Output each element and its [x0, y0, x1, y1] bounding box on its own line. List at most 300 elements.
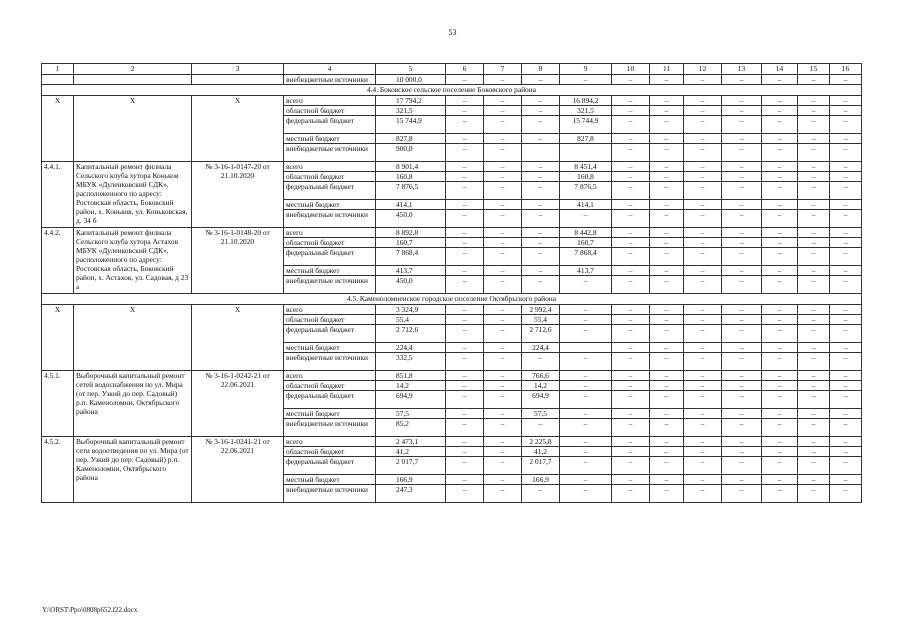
value-col-5: 57,5 [376, 409, 446, 419]
value-col-6: – [446, 162, 484, 172]
value-col-16: – [830, 447, 862, 457]
value-col-9: – [560, 371, 612, 381]
value-col-7: – [484, 391, 522, 409]
value-col-7: – [484, 276, 522, 294]
item-name: Выборочный капитальный ремонт сети водоотведения по ул. Мира (от пер. Узкий до пер. Садовый) р.п. Каменоломни, Октябрьского района [74, 437, 192, 503]
value-col-5: 7 876,5 [376, 182, 446, 200]
value-col-14: – [762, 305, 798, 315]
value-col-8: 694,9 [522, 391, 560, 409]
value-col-7: – [484, 134, 522, 144]
value-col-8: 14,2 [522, 381, 560, 391]
value-col-7: – [484, 200, 522, 210]
value-col-8: 766,6 [522, 371, 560, 381]
total-x-col-2: Х [74, 96, 192, 162]
value-col-5: 694,9 [376, 391, 446, 409]
value-col-15: – [798, 75, 830, 85]
value-col-5: 15 744,9 [376, 116, 446, 134]
row-label: всего [284, 228, 376, 238]
item-name: Капитальный ремонт филиала Сельского клуба хутора Астахов МБУК «Дуленковский СДК», расположенного по адресу: Ростовская область, Боковский район, х. Астахов, ул. Садовая, д 23 а [74, 228, 192, 294]
value-col-12: – [684, 381, 722, 391]
value-col-15: – [798, 343, 830, 353]
row-label: всего [284, 305, 376, 315]
section-title: 4.4. Боковское сельское поселение Боковского района [42, 85, 862, 96]
column-number-16: 16 [830, 64, 862, 75]
value-col-6: – [446, 238, 484, 248]
value-col-6: – [446, 457, 484, 475]
value-col-11: – [650, 353, 684, 371]
value-col-10: – [612, 343, 650, 353]
item-number: 4.4.2. [42, 228, 74, 294]
column-number-2: 2 [74, 64, 192, 75]
value-col-15: – [798, 325, 830, 343]
value-col-8: – [522, 266, 560, 276]
value-col-5: 851,8 [376, 371, 446, 381]
value-col-8: – [522, 276, 560, 294]
value-col-7: – [484, 475, 522, 485]
section-title: 4.5. Каменоломненское городское поселение Октябрьского района [42, 294, 862, 305]
value-col-16: – [830, 409, 862, 419]
value-col-16: – [830, 162, 862, 172]
value-col-6: – [446, 144, 484, 162]
value-col-6: – [446, 182, 484, 200]
row-label: федеральный бюджет [284, 457, 376, 475]
value-col-6: – [446, 419, 484, 437]
value-col-16: – [830, 381, 862, 391]
value-col-9: – [560, 447, 612, 457]
value-col-12: – [684, 391, 722, 409]
value-col-5: 414,1 [376, 200, 446, 210]
value-col-15: – [798, 419, 830, 437]
value-col-13: – [722, 210, 762, 228]
row-label: внебюджетные источники [284, 419, 376, 437]
value-col-8: – [522, 162, 560, 172]
value-col-15: – [798, 210, 830, 228]
value-col-9: 15 744,9 [560, 116, 612, 134]
value-col-7: – [484, 325, 522, 343]
value-col-11: – [650, 106, 684, 116]
value-col-10: – [612, 447, 650, 457]
value-col-16: – [830, 200, 862, 210]
value-col-16: – [830, 182, 862, 200]
value-col-10: – [612, 457, 650, 475]
value-col-16: – [830, 210, 862, 228]
row-label: всего [284, 162, 376, 172]
value-col-13: – [722, 75, 762, 85]
value-col-8: 166,9 [522, 475, 560, 485]
value-col-11: – [650, 391, 684, 409]
value-col-13: – [722, 475, 762, 485]
value-col-8: – [522, 172, 560, 182]
value-col-11: – [650, 475, 684, 485]
value-col-7: – [484, 162, 522, 172]
value-col-15: – [798, 144, 830, 162]
value-col-10: – [612, 134, 650, 144]
value-col-10: – [612, 409, 650, 419]
value-col-16: – [830, 419, 862, 437]
value-col-8: 224,4 [522, 343, 560, 353]
value-col-8: – [522, 419, 560, 437]
value-col-16: – [830, 485, 862, 503]
value-col-9: – [560, 485, 612, 503]
column-number-11: 11 [650, 64, 684, 75]
column-number-5: 5 [376, 64, 446, 75]
value-col-8: – [522, 485, 560, 503]
value-col-11: – [650, 305, 684, 315]
value-col-6: – [446, 96, 484, 106]
column-number-14: 14 [762, 64, 798, 75]
value-col-9: – [560, 210, 612, 228]
value-col-13: – [722, 228, 762, 238]
value-col-8: – [522, 238, 560, 248]
value-col-16: – [830, 238, 862, 248]
total-x-col-3: Х [192, 96, 284, 162]
value-col-6: – [446, 437, 484, 447]
value-col-14: – [762, 172, 798, 182]
value-col-14: – [762, 475, 798, 485]
item-name: Выборочный капитальный ремонт сетей водоснабжения по ул. Мира (от пер. Узкий до пер. Садовый) р.п. Каменоломни, Октябрьского района [74, 371, 192, 437]
row-label: всего [284, 371, 376, 381]
value-col-9 [560, 343, 612, 353]
column-number-6: 6 [446, 64, 484, 75]
value-col-9: – [560, 305, 612, 315]
value-col-9: 413,7 [560, 266, 612, 276]
row-label: местный бюджет [284, 134, 376, 144]
value-col-8: – [522, 182, 560, 200]
value-col-8: 41,2 [522, 447, 560, 457]
item-name: Капитальный ремонт филиала Сельского клуба хутора Коньков МБУК «Дуленковский СДК», расположенного по адресу: Ростовская область, Боковский район, х. Коньков, ул. Коньковская, д. 34 б [74, 162, 192, 228]
value-col-13: – [722, 106, 762, 116]
row-label: местный бюджет [284, 475, 376, 485]
value-col-5: 450,0 [376, 210, 446, 228]
value-col-9: 16 894,2 [560, 96, 612, 106]
value-col-11: – [650, 248, 684, 266]
value-col-11: – [650, 409, 684, 419]
value-col-10: – [612, 106, 650, 116]
value-col-16: – [830, 315, 862, 325]
value-col-5: 2 712,6 [376, 325, 446, 343]
value-col-13: – [722, 391, 762, 409]
value-col-13: – [722, 447, 762, 457]
value-col-5: 7 868,4 [376, 248, 446, 266]
value-col-6: – [446, 172, 484, 182]
value-col-9: – [560, 315, 612, 325]
value-col-14: – [762, 116, 798, 134]
value-col-7: – [484, 248, 522, 266]
value-col-11: – [650, 485, 684, 503]
value-col-15: – [798, 172, 830, 182]
value-col-6: – [446, 353, 484, 371]
value-col-16: – [830, 371, 862, 381]
value-col-14: – [762, 409, 798, 419]
value-col-16: – [830, 353, 862, 371]
value-col-5: 8 901,4 [376, 162, 446, 172]
value-col-11: – [650, 437, 684, 447]
value-col-15: – [798, 266, 830, 276]
value-col-8: – [522, 200, 560, 210]
value-col-11: – [650, 116, 684, 134]
value-col-15: – [798, 200, 830, 210]
value-col-11: – [650, 266, 684, 276]
value-col-13: – [722, 96, 762, 106]
value-col-12: – [684, 485, 722, 503]
value-col-13: – [722, 419, 762, 437]
value-col-12: – [684, 116, 722, 134]
value-col-9: – [560, 475, 612, 485]
value-col-15: – [798, 353, 830, 371]
value-col-6: – [446, 305, 484, 315]
value-col-12: – [684, 162, 722, 172]
value-col-12: – [684, 144, 722, 162]
row-label: федеральный бюджет [284, 391, 376, 409]
value-col-12: – [684, 96, 722, 106]
value-col-7: – [484, 343, 522, 353]
value-col-12: – [684, 343, 722, 353]
value-col-13: – [722, 276, 762, 294]
value-col-15: – [798, 106, 830, 116]
value-col-7: – [484, 409, 522, 419]
value-col-6: – [446, 248, 484, 266]
value-col-7: – [484, 96, 522, 106]
value-col-7: – [484, 238, 522, 248]
value-col-12: – [684, 305, 722, 315]
value-col-10: – [612, 144, 650, 162]
value-col-14: – [762, 162, 798, 172]
value-col-5: 224,4 [376, 343, 446, 353]
column-number-10: 10 [612, 64, 650, 75]
value-col-12: – [684, 75, 722, 85]
value-col-6: – [446, 447, 484, 457]
value-col-8: 55,4 [522, 315, 560, 325]
value-col-5: 2 017,7 [376, 457, 446, 475]
value-col-10: – [612, 200, 650, 210]
value-col-7: – [484, 457, 522, 475]
value-col-6: – [446, 371, 484, 381]
value-col-7: – [484, 305, 522, 315]
value-col-14: – [762, 447, 798, 457]
item-document: № 3-16-1-0242-21 от 22.06.2021 [192, 371, 284, 437]
value-col-16: – [830, 391, 862, 409]
section-total-row [42, 96, 862, 106]
value-col-9: – [560, 419, 612, 437]
value-col-13: – [722, 238, 762, 248]
value-col-14: – [762, 96, 798, 106]
value-col-6: – [446, 75, 484, 85]
value-col-11: – [650, 343, 684, 353]
value-col-16: – [830, 325, 862, 343]
section-title-row [42, 85, 862, 96]
value-col-7: – [484, 144, 522, 162]
item-number: 4.4.1. [42, 162, 74, 228]
value-col-13: – [722, 248, 762, 266]
value-col-13: – [722, 134, 762, 144]
column-number-9: 9 [560, 64, 612, 75]
value-col-6: – [446, 116, 484, 134]
total-x-col-1: Х [42, 305, 74, 371]
value-col-15: – [798, 437, 830, 447]
value-col-7: – [484, 381, 522, 391]
value-col-9: 160,7 [560, 238, 612, 248]
row-label: местный бюджет [284, 200, 376, 210]
value-col-11: – [650, 457, 684, 475]
value-col-14: – [762, 391, 798, 409]
value-col-14: – [762, 325, 798, 343]
value-col-6: – [446, 409, 484, 419]
row-label: внебюджетные источники [284, 144, 376, 162]
value-col-11: – [650, 447, 684, 457]
value-col-13: – [722, 144, 762, 162]
column-number-12: 12 [684, 64, 722, 75]
value-col-16: – [830, 134, 862, 144]
row-label: всего [284, 96, 376, 106]
value-col-6: – [446, 228, 484, 238]
item-document: № 3-16-1-0147-20 от 21.10.2020 [192, 162, 284, 228]
column-number-4: 4 [284, 64, 376, 75]
value-col-14: – [762, 248, 798, 266]
row-label: федеральный бюджет [284, 182, 376, 200]
value-col-14: – [762, 315, 798, 325]
value-col-8: – [522, 248, 560, 266]
value-col-8: 2 017,7 [522, 457, 560, 475]
value-col-5: 332,5 [376, 353, 446, 371]
value-col-8: 2 225,8 [522, 437, 560, 447]
value-col-9 [560, 144, 612, 162]
value-col-13: – [722, 343, 762, 353]
value-col-14: – [762, 238, 798, 248]
value-col-16: – [830, 228, 862, 238]
row-label: областной бюджет [284, 106, 376, 116]
row-label: областной бюджет [284, 447, 376, 457]
value-col-13: – [722, 200, 762, 210]
value-col-8: – [522, 75, 560, 85]
funding-table [41, 63, 862, 503]
item-document: № 3-16-1-0148-20 от 21.10.2020 [192, 228, 284, 294]
value-col-14: – [762, 228, 798, 238]
value-col-16: – [830, 96, 862, 106]
value-col-14: – [762, 182, 798, 200]
value-col-11: – [650, 75, 684, 85]
value-col-9: – [560, 325, 612, 343]
value-col-9: – [560, 353, 612, 371]
value-col-11: – [650, 371, 684, 381]
row-label: федеральный бюджет [284, 325, 376, 343]
value-col-10: – [612, 485, 650, 503]
value-col-16: – [830, 75, 862, 85]
value-col-8: – [522, 228, 560, 238]
value-col-5: 160,8 [376, 172, 446, 182]
row-label: внебюджетные источники [284, 353, 376, 371]
continuation-row [42, 75, 862, 85]
value-col-15: – [798, 134, 830, 144]
value-col-5: 321,5 [376, 106, 446, 116]
value-col-15: – [798, 182, 830, 200]
value-col-16: – [830, 305, 862, 315]
value-col-12: – [684, 210, 722, 228]
row-label: областной бюджет [284, 315, 376, 325]
value-col-15: – [798, 305, 830, 315]
value-col-11: – [650, 134, 684, 144]
value-col-6: – [446, 210, 484, 228]
value-col-10: – [612, 437, 650, 447]
column-number-8: 8 [522, 64, 560, 75]
value-col-6: – [446, 315, 484, 325]
value-col-10: – [612, 475, 650, 485]
value-col-13: – [722, 437, 762, 447]
value-col-7: – [484, 116, 522, 134]
value-col-10: – [612, 391, 650, 409]
value-col-8: – [522, 353, 560, 371]
row-label: федеральный бюджет [284, 116, 376, 134]
value-col-15: – [798, 457, 830, 475]
row-label: местный бюджет [284, 343, 376, 353]
column-number-3: 3 [192, 64, 284, 75]
row-label: внебюджетные источники [284, 75, 376, 85]
value-col-6: – [446, 325, 484, 343]
value-col-11: – [650, 419, 684, 437]
value-col-12: – [684, 437, 722, 447]
value-col-15: – [798, 238, 830, 248]
value-col-8: 2 992,4 [522, 305, 560, 315]
value-col-5: 55,4 [376, 315, 446, 325]
value-col-8: – [522, 134, 560, 144]
value-col-9: 321,5 [560, 106, 612, 116]
value-col-14: – [762, 144, 798, 162]
value-col-8: 2 712,6 [522, 325, 560, 343]
section-total-row [42, 305, 862, 315]
value-col-15: – [798, 381, 830, 391]
value-col-11: – [650, 325, 684, 343]
value-col-5: 14,2 [376, 381, 446, 391]
value-col-5: 3 324,9 [376, 305, 446, 315]
value-col-7: – [484, 172, 522, 182]
value-col-5: 17 794,2 [376, 96, 446, 106]
value-col-7: – [484, 182, 522, 200]
value-col-11: – [650, 228, 684, 238]
value-col-14: – [762, 371, 798, 381]
value-col-10: – [612, 238, 650, 248]
row-label: всего [284, 437, 376, 447]
cont-cell-1 [42, 75, 74, 85]
value-col-14: – [762, 419, 798, 437]
value-col-15: – [798, 391, 830, 409]
page-number: 53 [448, 28, 457, 37]
value-col-16: – [830, 172, 862, 182]
value-col-9: – [560, 437, 612, 447]
value-col-16: – [830, 343, 862, 353]
value-col-8: – [522, 96, 560, 106]
value-col-11: – [650, 96, 684, 106]
item-row [42, 371, 862, 381]
value-col-12: – [684, 325, 722, 343]
value-col-10: – [612, 276, 650, 294]
item-number: 4.5.2. [42, 437, 74, 503]
value-col-13: – [722, 172, 762, 182]
value-col-15: – [798, 96, 830, 106]
value-col-12: – [684, 228, 722, 238]
value-col-14: – [762, 134, 798, 144]
value-col-15: – [798, 475, 830, 485]
value-col-16: – [830, 437, 862, 447]
value-col-10: – [612, 381, 650, 391]
value-col-13: – [722, 409, 762, 419]
value-col-5: 166,9 [376, 475, 446, 485]
value-col-7: – [484, 447, 522, 457]
total-x-col-3: Х [192, 305, 284, 371]
value-col-8: – [522, 210, 560, 228]
value-col-12: – [684, 276, 722, 294]
value-col-10: – [612, 116, 650, 134]
value-col-13: – [722, 353, 762, 371]
value-col-11: – [650, 182, 684, 200]
